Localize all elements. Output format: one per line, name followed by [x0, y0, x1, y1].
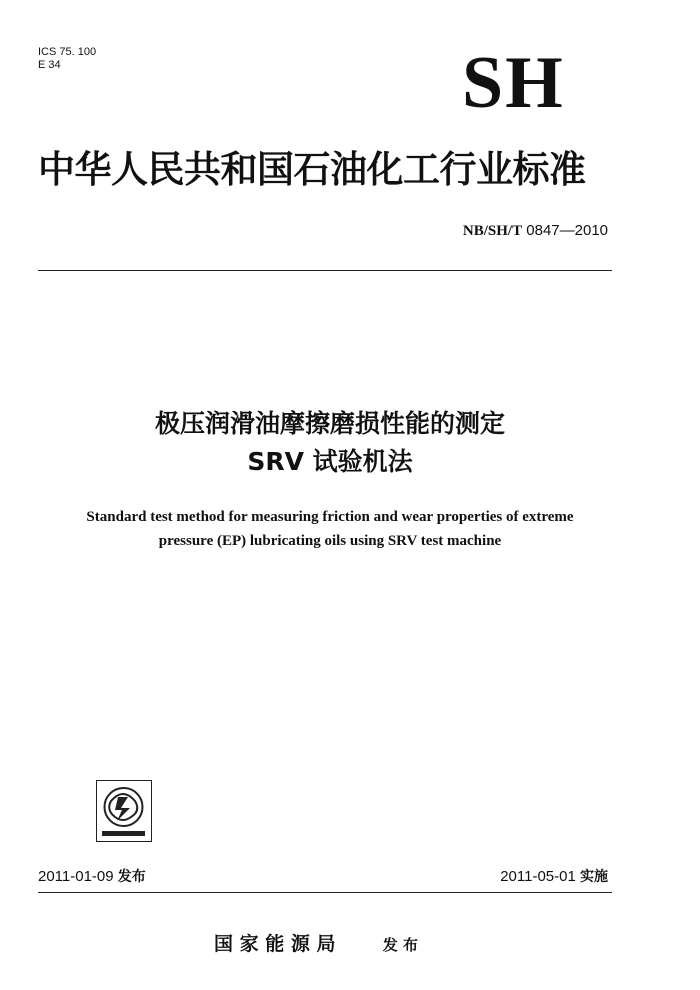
sh-logo: SH: [462, 42, 565, 124]
effective-date-label: 实施: [580, 869, 608, 885]
ics-code: ICS 75. 100: [38, 46, 97, 58]
issue-date-label: 发布: [117, 869, 146, 885]
header-divider: [38, 270, 612, 271]
english-title-line-2: pressure (EP) lubricating oils using SRV test machine: [158, 533, 502, 549]
chinese-title-line-2: SRV 试验机法: [247, 447, 413, 476]
industry-standard-title: 中华人民共和国石油化工行业标准: [38, 148, 586, 191]
english-title-line-1: Standard test method for measuring friction and wear properties of extreme: [86, 509, 574, 525]
classification-codes: [38, 46, 96, 72]
issue-date: [38, 868, 146, 886]
standard-number-prefix: NB/SH/T: [462, 223, 523, 239]
publisher-emblem-icon: [96, 780, 152, 842]
effective-date-value: 2011-05-01: [500, 868, 576, 885]
issue-date-value: 2011-01-09: [38, 868, 114, 885]
chinese-title-line-1: 极压润滑油摩擦磨损性能的测定: [154, 409, 505, 438]
class-code: E 34: [38, 59, 61, 71]
standard-number: [463, 222, 608, 240]
footer-divider: [38, 892, 612, 893]
publisher: [214, 932, 418, 957]
publisher-name: 国 家 能 源 局: [214, 933, 336, 955]
publisher-action: 发 布: [382, 936, 418, 954]
effective-date: [500, 868, 608, 886]
standard-number-value: 0847—2010: [522, 222, 608, 239]
